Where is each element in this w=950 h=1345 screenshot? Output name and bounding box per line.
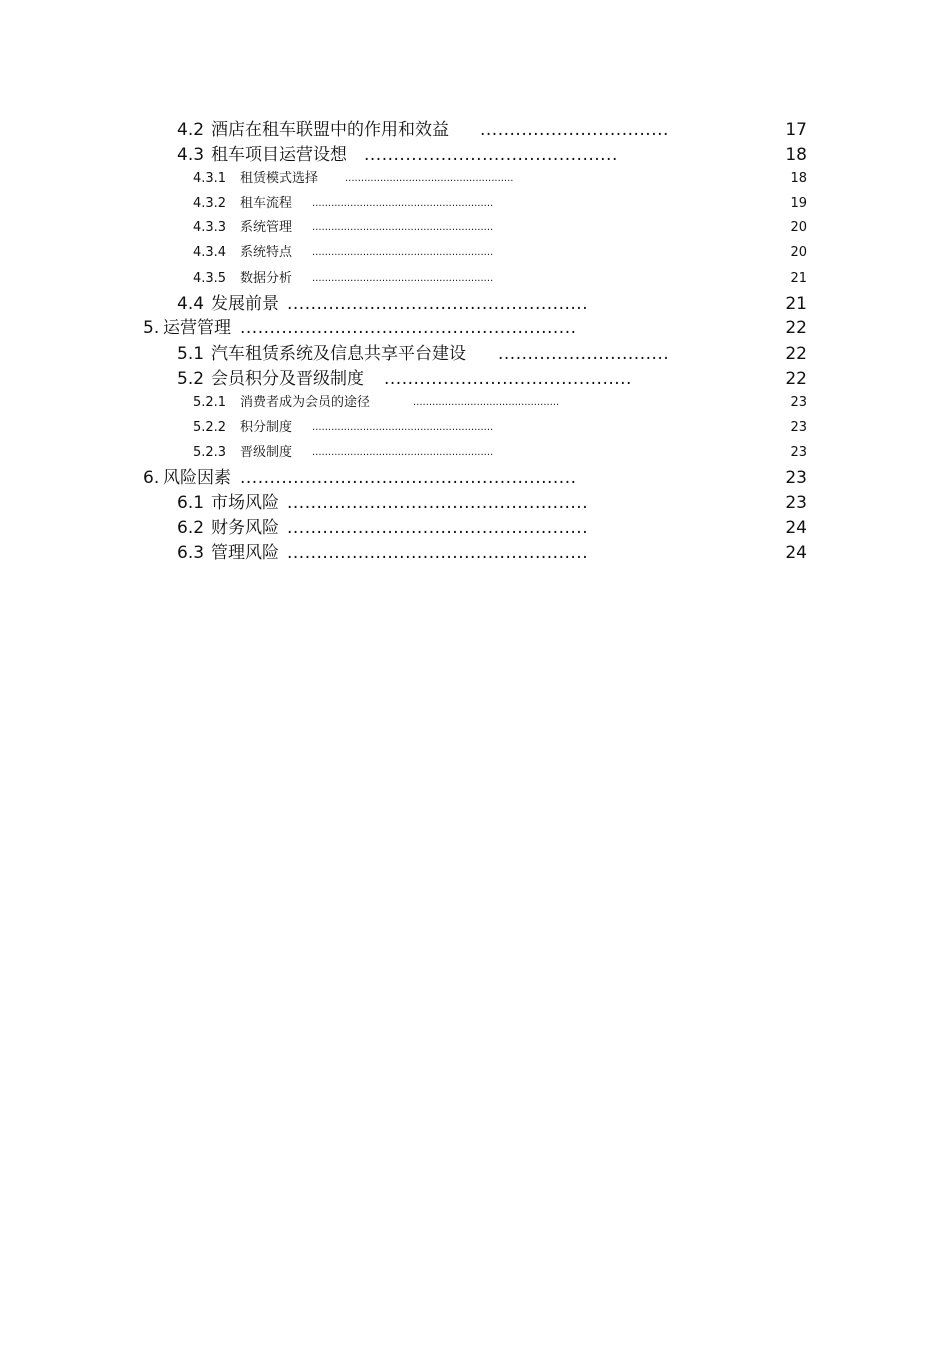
toc-leader: .........................................................	[312, 422, 494, 433]
toc-entry	[0, 516, 950, 540]
toc-leader: .........................................................	[312, 222, 494, 233]
toc-page-number: 22	[785, 369, 807, 389]
toc-title: 风险因素	[163, 468, 231, 488]
toc-number: 6.3	[177, 543, 205, 563]
toc-page-number: 19	[790, 196, 807, 211]
toc-leader: .........................................................	[312, 273, 494, 284]
toc-page-number: 18	[790, 171, 807, 186]
toc-number: 4.3.3	[193, 220, 227, 235]
toc-page-number: 17	[785, 120, 807, 140]
toc-number: 5.1	[177, 344, 205, 364]
toc-leader: ...................................................	[287, 518, 589, 538]
toc-entry	[0, 416, 950, 440]
toc-title: 租车流程	[240, 196, 293, 211]
toc-entry	[0, 367, 950, 391]
toc-leader: .............................	[498, 344, 670, 364]
toc-entry	[0, 441, 950, 465]
toc-number: 4.2	[177, 120, 205, 140]
toc-title: 汽车租赁系统及信息共享平台建设	[211, 344, 466, 364]
toc-title: 会员积分及晋级制度	[211, 369, 364, 389]
toc-entry	[0, 491, 950, 515]
toc-leader: .........................................................	[312, 198, 494, 209]
toc-page-number: 20	[790, 245, 807, 260]
toc-entry	[0, 267, 950, 291]
toc-leader: ...........................................	[364, 145, 618, 165]
toc-leader: ...................................................	[287, 543, 589, 563]
toc-leader: ................................	[480, 120, 669, 140]
toc-leader: ...................................................	[287, 493, 589, 513]
toc-number: 5.	[143, 318, 160, 338]
toc-page-number: 24	[785, 543, 807, 563]
toc-page-number: 23	[785, 468, 807, 488]
toc-number: 6.1	[177, 493, 205, 513]
toc-number: 5.2	[177, 369, 205, 389]
toc-title: 运营管理	[163, 318, 231, 338]
toc-number: 4.3.5	[193, 271, 227, 286]
toc-number: 4.3.2	[193, 196, 227, 211]
toc-entry	[0, 342, 950, 366]
toc-leader: .........................................................	[240, 318, 577, 338]
toc-entry	[0, 118, 950, 142]
toc-title: 租车项目运营设想	[211, 145, 347, 165]
toc-page-number: 20	[790, 220, 807, 235]
toc-entry	[0, 292, 950, 316]
toc-title: 数据分析	[240, 271, 293, 286]
toc-title: 系统管理	[240, 220, 293, 235]
toc-leader: ...................................................	[287, 294, 589, 314]
toc-title: 积分制度	[240, 420, 293, 435]
toc-title: 消费者成为会员的途径	[240, 395, 371, 410]
toc-title: 租赁模式选择	[240, 171, 319, 186]
toc-entry	[0, 316, 950, 340]
toc-title: 系统特点	[240, 245, 293, 260]
toc-number: 6.	[143, 468, 160, 488]
toc-title: 酒店在租车联盟中的作用和效益	[211, 120, 449, 140]
toc-number: 5.2.1	[193, 395, 227, 410]
toc-number: 4.4	[177, 294, 205, 314]
toc-page-number: 21	[785, 294, 807, 314]
toc-leader: .........................................................	[312, 247, 494, 258]
toc-number: 4.3	[177, 145, 205, 165]
toc-page-number: 23	[790, 420, 807, 435]
toc-entry	[0, 241, 950, 265]
toc-entry	[0, 541, 950, 565]
toc-title: 发展前景	[211, 294, 279, 314]
toc-entry	[0, 391, 950, 415]
toc-entry	[0, 466, 950, 490]
toc-title: 管理风险	[211, 543, 279, 563]
toc-title: 市场风险	[211, 493, 279, 513]
toc-leader: ..........................................	[384, 369, 632, 389]
toc-entry	[0, 167, 950, 191]
toc-page-number: 23	[790, 395, 807, 410]
toc-number: 5.2.3	[193, 445, 227, 460]
toc-page-number: 22	[785, 318, 807, 338]
toc-number: 4.3.1	[193, 171, 227, 186]
toc-leader: .....................................................	[345, 173, 514, 184]
toc-entry	[0, 143, 950, 167]
toc-entry	[0, 192, 950, 216]
toc-number: 5.2.2	[193, 420, 227, 435]
toc-page-number: 23	[785, 493, 807, 513]
toc-page-number: 22	[785, 344, 807, 364]
toc-entry	[0, 216, 950, 240]
toc-leader: .........................................................	[240, 468, 577, 488]
toc-page-number: 18	[785, 145, 807, 165]
toc-title: 财务风险	[211, 518, 279, 538]
toc-page-number: 23	[790, 445, 807, 460]
toc-leader: .........................................................	[312, 447, 494, 458]
toc-title: 晋级制度	[240, 445, 293, 460]
toc-leader: ..............................................	[413, 397, 560, 408]
toc-page-number: 21	[790, 271, 807, 286]
toc-page-number: 24	[785, 518, 807, 538]
toc-number: 4.3.4	[193, 245, 227, 260]
toc-number: 6.2	[177, 518, 205, 538]
